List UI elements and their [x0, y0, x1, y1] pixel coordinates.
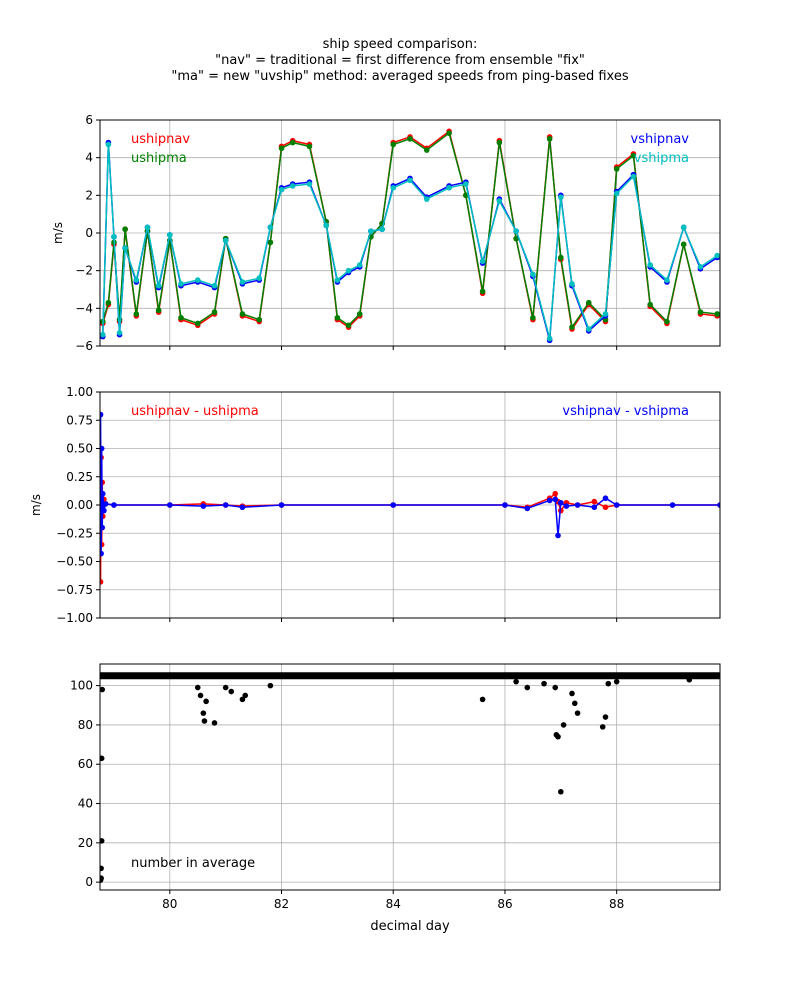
data-point [240, 311, 246, 317]
data-point [681, 225, 687, 231]
data-point [307, 181, 313, 187]
y-tick-label: −0.75 [56, 582, 93, 597]
y-tick-label: −6 [75, 339, 93, 353]
data-point [156, 283, 162, 289]
title-line-2: "nav" = traditional = first difference from ensemble "fix" [215, 53, 585, 68]
data-point [614, 166, 620, 172]
data-point [547, 336, 553, 342]
data-point [167, 232, 173, 238]
data-point [240, 504, 246, 510]
data-point [592, 504, 598, 510]
data-point [407, 136, 413, 142]
data-point [212, 309, 218, 315]
data-point [268, 225, 274, 231]
data-point [586, 300, 592, 306]
data-point [714, 311, 720, 317]
data-point [279, 145, 285, 151]
data-point [603, 504, 609, 510]
x-tick-label: 84 [385, 897, 401, 911]
y-tick-label: 40 [77, 796, 93, 811]
y-axis-label: m/s [51, 222, 65, 244]
data-point [480, 289, 486, 295]
data-point [346, 268, 352, 274]
data-point [480, 697, 486, 703]
y-tick-label: −2 [75, 263, 93, 278]
annotation-label: vshipma [633, 151, 689, 166]
data-point [698, 309, 704, 315]
data-point [178, 315, 184, 321]
data-point [390, 142, 396, 148]
data-point [212, 283, 218, 289]
data-point [530, 272, 536, 278]
data-point [390, 502, 396, 508]
data-point [497, 198, 503, 204]
x-tick-label: 82 [273, 897, 290, 911]
data-point [198, 693, 204, 699]
data-point [547, 498, 553, 504]
data-point [323, 223, 329, 229]
data-point [195, 321, 201, 327]
data-point [407, 177, 413, 183]
data-point [513, 228, 519, 234]
data-point [631, 174, 637, 180]
data-point [335, 315, 341, 321]
y-tick-label: 0.50 [66, 441, 93, 456]
data-point [268, 683, 274, 689]
data-point [446, 185, 452, 191]
data-point [664, 319, 670, 325]
data-point [279, 502, 285, 508]
annotation-label: ushipnav [131, 132, 191, 147]
x-axis-label: decimal day [370, 919, 450, 934]
data-point [103, 501, 109, 507]
data-point [524, 506, 530, 512]
data-point [558, 194, 564, 200]
data-point [480, 258, 486, 264]
data-point [390, 185, 396, 191]
annotation-label: number in average [131, 856, 256, 871]
data-point [513, 679, 519, 685]
annotation-label: ushipma [131, 151, 187, 166]
data-point [379, 226, 385, 232]
data-point [552, 685, 558, 691]
y-tick-label: 60 [77, 757, 93, 772]
data-point [446, 130, 452, 136]
data-point [223, 238, 229, 244]
y-tick-label: 20 [77, 835, 93, 850]
y-tick-label: 1.00 [66, 385, 93, 399]
y-tick-label: −4 [75, 301, 93, 316]
y-tick-label: 0.75 [66, 413, 93, 428]
data-point [212, 720, 218, 726]
y-tick-label: 80 [77, 717, 93, 732]
y-tick-label: 0.25 [66, 469, 93, 484]
data-point [279, 187, 285, 193]
data-point [145, 225, 151, 231]
data-point [605, 681, 611, 687]
data-point [307, 144, 313, 150]
data-point [122, 245, 128, 251]
data-point [424, 196, 430, 202]
data-point [290, 183, 296, 189]
data-point [463, 181, 469, 187]
data-point [561, 722, 567, 728]
data-point [569, 281, 575, 287]
data-point [357, 311, 363, 317]
data-point [256, 275, 262, 281]
data-point [603, 714, 609, 720]
annotation-label: vshipnav [630, 132, 689, 147]
data-point [524, 685, 530, 691]
data-point [195, 277, 201, 283]
data-point [424, 147, 430, 153]
data-point [195, 685, 201, 691]
data-point [111, 502, 117, 508]
data-point [572, 701, 578, 707]
data-point [569, 691, 575, 697]
y-tick-label: 100 [70, 678, 93, 693]
data-point [547, 136, 553, 142]
data-point [603, 311, 609, 317]
data-point [647, 302, 653, 308]
data-point [357, 262, 363, 268]
data-point [111, 234, 117, 240]
data-point [575, 710, 581, 716]
data-point [558, 500, 564, 506]
y-tick-label: −1.00 [56, 611, 93, 625]
data-point [290, 140, 296, 146]
data-point [564, 503, 570, 509]
data-point [242, 693, 248, 699]
y-tick-label: 0 [85, 226, 93, 240]
data-point [201, 503, 207, 509]
data-point [555, 734, 561, 740]
data-point [106, 142, 112, 148]
data-point [223, 502, 229, 508]
data-point [203, 699, 209, 705]
x-tick-label: 88 [609, 897, 625, 911]
data-point [502, 502, 508, 508]
data-point [240, 279, 246, 285]
x-tick-label: 86 [497, 897, 513, 911]
data-point [100, 332, 106, 338]
data-point [647, 262, 653, 268]
data-point [698, 264, 704, 270]
data-point [552, 491, 558, 497]
title-line-3: "ma" = new "uvship" method: averaged speeds from ping-based fixes [171, 69, 629, 84]
y-tick-label: 2 [85, 188, 93, 203]
data-point [614, 502, 620, 508]
data-point [541, 681, 547, 687]
x-tick-label: 80 [162, 897, 178, 911]
data-point [552, 497, 558, 503]
data-point [101, 508, 107, 514]
data-point [178, 281, 184, 287]
data-point [714, 253, 720, 259]
data-point [368, 228, 374, 234]
data-point [558, 789, 564, 795]
data-point [664, 277, 670, 283]
y-tick-label: 4 [85, 150, 93, 165]
data-point [201, 710, 207, 716]
data-point [202, 718, 208, 724]
title-line-1: ship speed comparison: [322, 37, 478, 52]
data-point [100, 491, 106, 497]
data-point [681, 242, 687, 248]
data-point [256, 317, 262, 323]
y-tick-label: −0.25 [56, 526, 93, 541]
data-point [134, 311, 140, 317]
data-point [346, 322, 352, 328]
data-point [592, 499, 598, 505]
data-point [555, 533, 561, 539]
data-point [228, 689, 234, 695]
data-point [670, 502, 676, 508]
y-axis-label: m/s [29, 494, 43, 516]
data-point [117, 330, 123, 336]
data-point [586, 326, 592, 332]
annotation-label: vshipnav - vshipma [562, 404, 689, 419]
data-point [614, 191, 620, 197]
data-point [530, 315, 536, 321]
data-point [603, 495, 609, 501]
y-tick-label: 6 [85, 113, 93, 127]
data-point [268, 240, 274, 246]
data-point [223, 685, 229, 691]
data-point [558, 255, 564, 261]
data-point [575, 502, 581, 508]
data-point [122, 226, 128, 232]
data-point [600, 724, 606, 730]
data-point [156, 307, 162, 313]
data-point [134, 277, 140, 283]
y-tick-label: 0.00 [66, 498, 93, 512]
data-point [614, 679, 620, 685]
y-tick-label: −0.50 [56, 554, 93, 569]
data-point [497, 140, 503, 146]
data-point [167, 502, 173, 508]
annotation-label: ushipnav - ushipma [131, 404, 259, 419]
data-point [569, 324, 575, 330]
data-point [335, 277, 341, 283]
y-tick-label: 0 [85, 875, 93, 890]
data-point [106, 300, 112, 306]
